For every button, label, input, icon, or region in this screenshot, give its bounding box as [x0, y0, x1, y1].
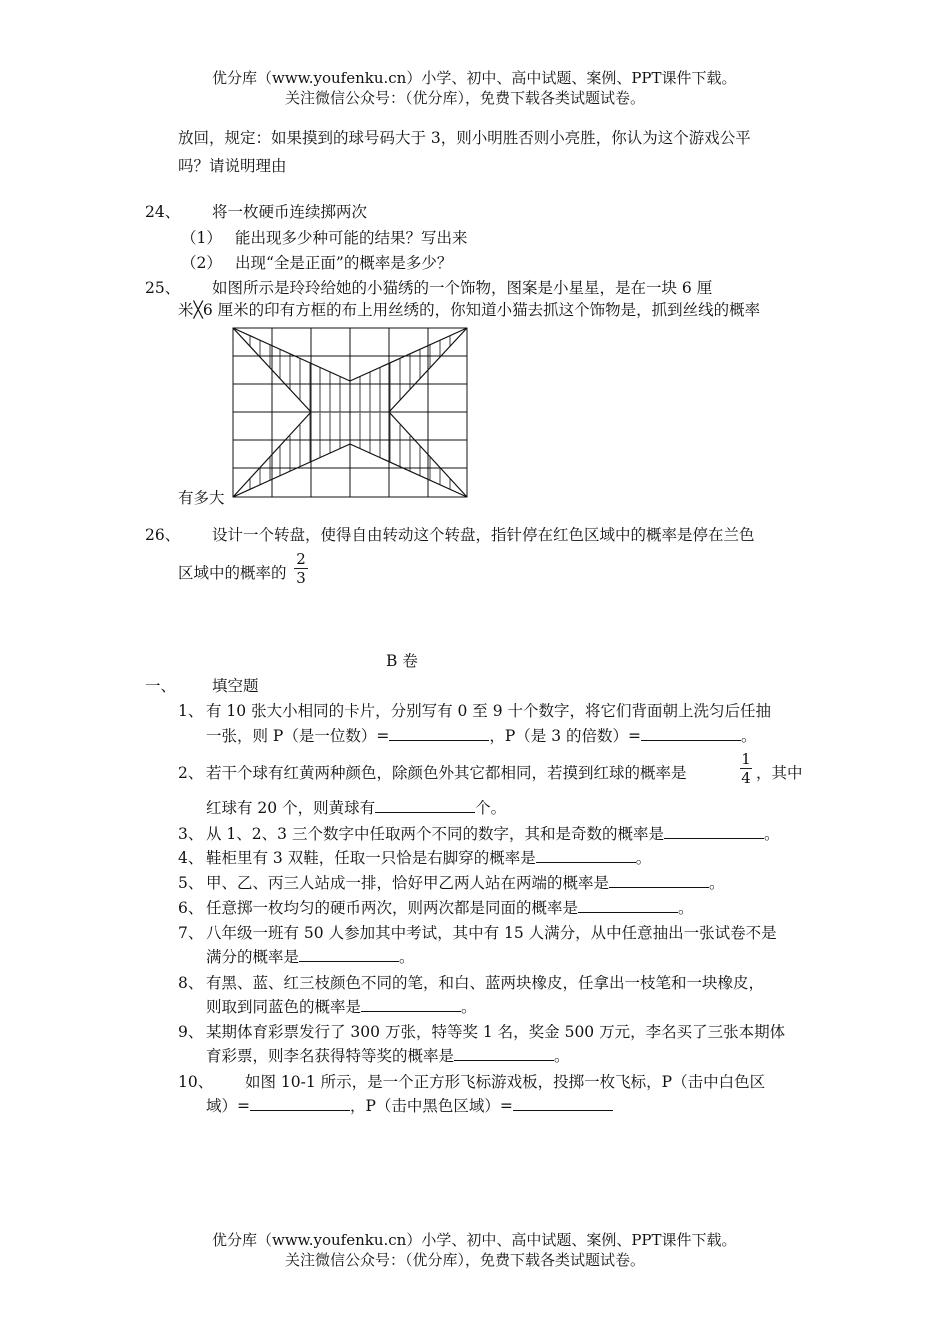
header-line-2: 关注微信公众号：（优分库），免费下载各类试题试卷。 — [285, 89, 646, 107]
item-10-blank-2[interactable] — [513, 1096, 613, 1111]
item-10-text-a: 域）= — [206, 1097, 250, 1115]
item-8-number: 8、 — [178, 974, 204, 992]
item-4-number: 4、 — [178, 849, 204, 867]
item-1-number: 1、 — [178, 702, 204, 720]
q25-line-2: 米╳6 厘米的印有方框的布上用丝绣的，你知道小猫去抓这个饰物是，抓到丝线的概率 — [178, 301, 761, 319]
item-7-text-a: 满分的概率是 — [206, 948, 300, 966]
item-8-line-1: 有黑、蓝、红三枝颜色不同的笔，和白、蓝两块橡皮，任拿出一枝笔和一块橡皮， — [206, 974, 765, 992]
item-2-text-b: 个。 — [475, 799, 507, 817]
item-1-text-c: 。 — [741, 727, 757, 745]
q26-fraction-denominator: 3 — [296, 569, 306, 587]
item-10-line-1: 如图 10-1 所示，是一个正方形飞标游戏板，投掷一枚飞标，P（击中白色区 — [245, 1073, 766, 1091]
item-4-text-a: 鞋柜里有 3 双鞋，任取一只恰是右脚穿的概率是 — [206, 849, 536, 867]
q25-line-3: 有多大 — [178, 489, 225, 507]
item-6-text-a: 任意掷一枚均匀的硬币两次，则两次都是同面的概率是 — [206, 899, 579, 917]
section-b-part-title: 填空题 — [212, 677, 259, 695]
q23-line-2: 吗？请说明理由 — [178, 157, 287, 175]
section-b-part-number: 一、 — [145, 677, 177, 695]
item-4-line — [206, 847, 651, 869]
item-9-blank[interactable] — [454, 1046, 554, 1061]
item-6-blank[interactable] — [578, 898, 678, 913]
star-embroidery-figure — [230, 325, 470, 500]
item-10-text-b: ，P（击中黑色区域）= — [350, 1097, 513, 1115]
q26-fraction-numerator: 2 — [296, 550, 306, 568]
item-5-blank[interactable] — [609, 873, 709, 888]
q24-sub2-number: （2） — [181, 254, 222, 272]
q24-sub1-number: （1） — [181, 229, 222, 247]
item-9-line-2 — [206, 1045, 570, 1067]
item-1-line-2 — [206, 725, 757, 747]
item-3-number: 3、 — [178, 825, 204, 843]
item-2-number: 2、 — [178, 764, 204, 782]
item-2-line-1b: ，其中 — [756, 764, 803, 782]
item-7-number: 7、 — [178, 924, 204, 942]
item-1-blank-2[interactable] — [641, 726, 741, 741]
item-8-line-2 — [206, 996, 477, 1018]
item-10-number: 10、 — [178, 1073, 214, 1091]
q26-number: 26、 — [145, 526, 181, 544]
q23-line-1: 放回，规定：如果摸到的球号码大于 3，则小明胜否则小亮胜，你认为这个游戏公平 — [178, 129, 751, 147]
item-7-line-1: 八年级一班有 50 人参加其中考试，其中有 15 人满分，从中任意抽出一张试卷不是 — [206, 924, 777, 942]
item-2-fraction-denominator: 4 — [741, 769, 751, 787]
section-b-title: B 卷 — [386, 652, 418, 670]
item-4-blank[interactable] — [536, 848, 636, 863]
item-3-text-a: 从 1、2、3 三个数字中任取两个不同的数字，其和是奇数的概率是 — [206, 825, 664, 843]
footer-line-2: 关注微信公众号：（优分库），免费下载各类试题试卷。 — [285, 1251, 646, 1269]
item-6-text-b: 。 — [678, 899, 694, 917]
item-3-line — [206, 823, 779, 845]
item-2-fraction — [740, 751, 752, 786]
item-5-line — [206, 872, 725, 894]
item-4-text-b: 。 — [635, 849, 652, 867]
q26-line-2: 区域中的概率的 — [178, 564, 287, 582]
item-9-text-a: 育彩票，则李名获得特等奖的概率是 — [206, 1047, 455, 1065]
item-1-text-b: ，P（是 3 的倍数）= — [489, 727, 641, 745]
item-7-text-b: 。 — [399, 948, 415, 966]
item-2-text-a: 红球有 20 个，则黄球有 — [206, 799, 376, 817]
item-7-line-2 — [206, 946, 415, 968]
item-2-fraction-numerator: 1 — [741, 750, 751, 768]
q24-sub1-text: 能出现多少种可能的结果？写出来 — [235, 229, 468, 247]
item-9-text-b: 。 — [554, 1047, 570, 1065]
q26-fraction — [294, 551, 308, 586]
item-8-blank[interactable] — [361, 997, 461, 1012]
item-5-text-a: 甲、乙、丙三人站成一排，恰好甲乙两人站在两端的概率是 — [206, 874, 610, 892]
item-9-line-1: 某期体育彩票发行了 300 万张，特等奖 1 名，奖金 500 万元，李名买了三张本期体 — [206, 1023, 786, 1041]
item-5-number: 5、 — [178, 874, 204, 892]
q26-line-1: 设计一个转盘，使得自由转动这个转盘，指针停在红色区域中的概率是停在兰色 — [212, 526, 755, 544]
item-8-text-a: 则取到同蓝色的概率是 — [206, 998, 362, 1016]
item-7-blank[interactable] — [299, 947, 399, 962]
header-line-1: 优分库（www.youfenku.cn）小学、初中、高中试题、案例、PPT课件下载。 — [212, 69, 737, 87]
item-1-text-a: 一张，则 P（是一位数）= — [206, 727, 390, 745]
grid-lines — [233, 328, 467, 497]
item-9-number: 9、 — [178, 1023, 204, 1041]
item-2-line-1a: 若干个球有红黄两种颜色，除颜色外其它都相同，若摸到红球的概率是 — [206, 764, 687, 782]
item-6-line — [206, 897, 694, 919]
item-10-line-2 — [206, 1095, 613, 1117]
q24-text: 将一枚硬币连续掷两次 — [212, 203, 368, 221]
item-3-text-b: 。 — [763, 825, 780, 843]
item-8-text-b: 。 — [461, 998, 477, 1016]
item-3-blank[interactable] — [664, 824, 764, 839]
item-2-blank[interactable] — [375, 798, 475, 813]
item-10-blank-1[interactable] — [250, 1096, 350, 1111]
item-6-number: 6、 — [178, 899, 204, 917]
q25-line-1: 如图所示是玲玲给她的小猫绣的一个饰物，图案是小星星，是在一块 6 厘 — [212, 279, 713, 297]
q24-number: 24、 — [145, 203, 181, 221]
item-1-line-1: 有 10 张大小相同的卡片，分别写有 0 至 9 十个数字，将它们背面朝上洗匀后任抽 — [206, 702, 772, 720]
item-1-blank-1[interactable] — [389, 726, 489, 741]
item-5-text-b: 。 — [709, 874, 725, 892]
footer-line-1: 优分库（www.youfenku.cn）小学、初中、高中试题、案例、PPT课件下载。 — [212, 1231, 737, 1249]
q25-number: 25、 — [145, 279, 181, 297]
item-2-line-2 — [206, 797, 506, 819]
q24-sub2-text: 出现“全是正面”的概率是多少？ — [235, 254, 453, 272]
